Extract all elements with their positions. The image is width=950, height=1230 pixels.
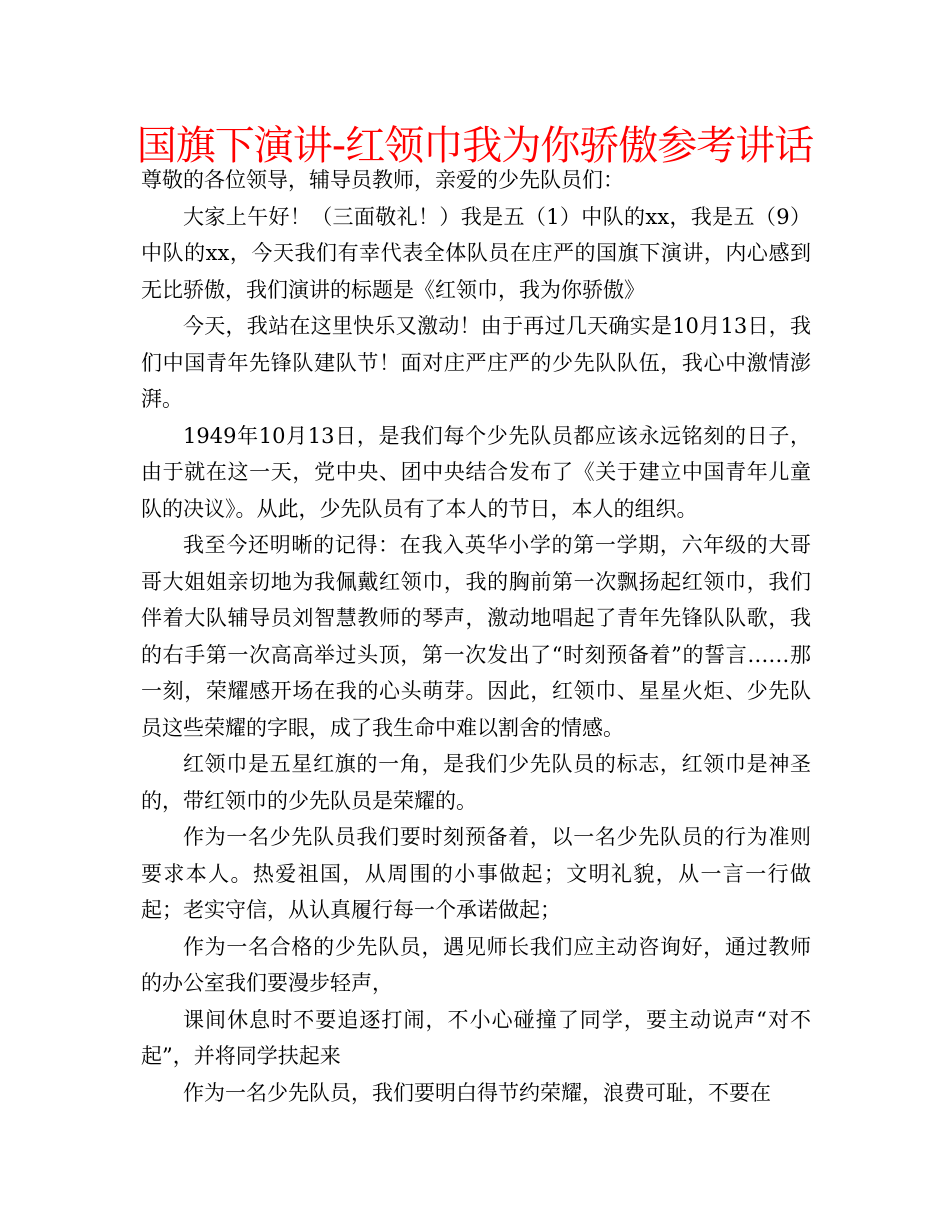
paragraph: 红领巾是五星红旗的一角，是我们少先队员的标志，红领巾是神圣的，带红领巾的少先队员是荣耀的。	[141, 752, 811, 813]
document-body	[141, 162, 811, 1111]
paragraph: 课间休息时不要追逐打闹，不小心碰撞了同学，要主动说声“对不起”，并将同学扶起来	[141, 1007, 811, 1068]
paragraph: 1949年10月13日，是我们每个少先队员都应该永远铭刻的日子，由于就在这一天，党中央、团中央结合发布了《关于建立中国青年儿童队的决议》。从此，少先队员有了本人的节日，本人的组织。	[141, 423, 811, 521]
paragraph: 作为一名少先队员，我们要明白得节约荣耀，浪费可耻，不要在	[183, 1080, 771, 1105]
salutation: 尊敬的各位领导，辅导员教师，亲爱的少先队员们：	[141, 168, 624, 192]
document-title: 国旗下演讲-红领巾我为你骄傲参考讲话	[136, 123, 814, 169]
paragraph: 我至今还明晰的记得：在我入英华小学的第一学期，六年级的大哥哥大姐姐亲切地为我佩戴红领巾，我的胸前第一次飘扬起红领巾，我们伴着大队辅导员刘智慧教师的琴声，激动地唱起了青年先锋队队歌，我的右手第一次高高举过头顶，第一次发出了“时刻预备着”的誓言……那一刻，荣耀感开场在我的心头萌芽。因此，红领巾、星星火炬、少先队员这些荣耀的字眼，成了我生命中难以割舍的情感。	[141, 533, 811, 740]
paragraph: 作为一名合格的少先队员，遇见师长我们应主动咨询好，通过教师的办公室我们要漫步轻声，	[141, 934, 811, 995]
paragraph: 大家上午好！（三面敬礼！）我是五（1）中队的xx，我是五（9）中队的xx，今天我们有幸代表全体队员在庄严的国旗下演讲，内心感到无比骄傲，我们演讲的标题是《红领巾，我为你骄傲》	[141, 204, 811, 302]
paragraph: 今天，我站在这里快乐又激动！由于再过几天确实是10月13日，我们中国青年先锋队建队节！面对庄严庄严的少先队队伍，我心中激情澎湃。	[141, 314, 811, 411]
paragraph: 作为一名少先队员我们要时刻预备着，以一名少先队员的行为准则要求本人。热爱祖国，从周围的小事做起；文明礼貌，从一言一行做起；老实守信，从认真履行每一个承诺做起；	[141, 825, 811, 922]
